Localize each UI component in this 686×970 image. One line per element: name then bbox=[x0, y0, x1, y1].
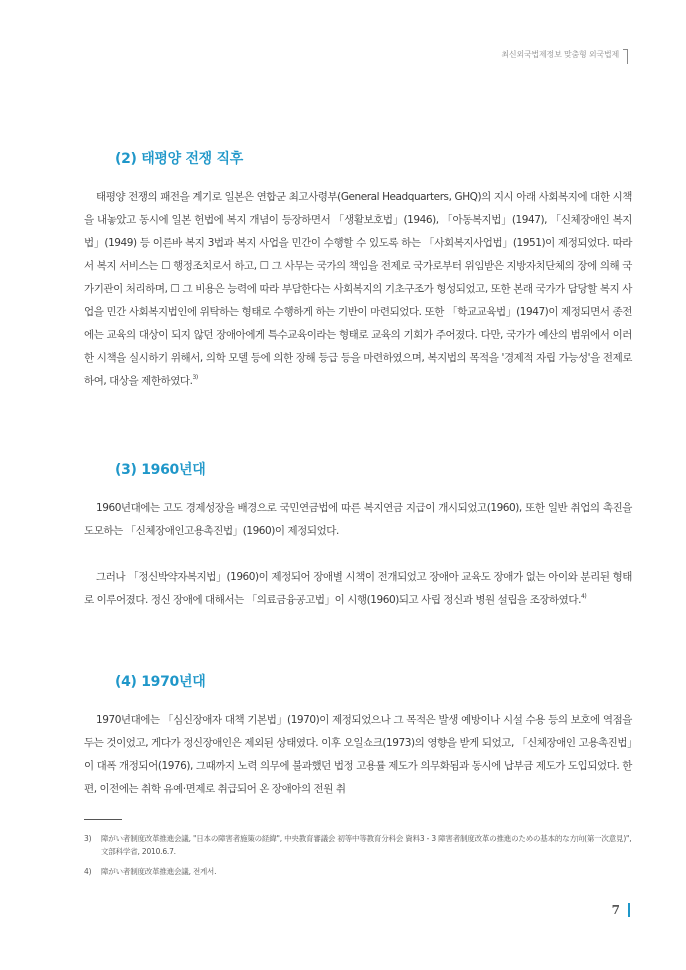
section-heading-postwar: (2) 태평양 전쟁 직후 bbox=[115, 151, 243, 167]
footnote-3 bbox=[84, 832, 632, 858]
footnote-ref[interactable]: 4) bbox=[580, 593, 587, 600]
paragraph-text: 1960년대에는 고도 경제성장을 배경으로 국민연금법에 따른 복지연금 지급이 개시되었고(1960), 또한 일반 취업의 촉진을 도모하는 「신체장애인고용촉진법」(1960)이 제정되었다. bbox=[84, 502, 632, 537]
footnote-text: 障がい者制度改革推進会議, "日本の障害者施策の経緯", 中央教育審議会 初等中等教育分科会 資料3 - 3 障害者制度改革の推進のための基本的な方向(第一次意見)", 文部科学省, 2010.6.7. bbox=[101, 834, 632, 856]
footnote-number: 4) bbox=[84, 867, 92, 876]
paragraph-text: 1970년대에는 「심신장애자 대책 기본법」(1970)이 제정되었으나 그 목적은 발생 예방이나 시설 수용 등의 보호에 역점을 두는 것이었고, 게다가 정신장애인은 제외된 상태였다. 이후 오일쇼크(1973)의 영향을 받게 되었고, 「신체장애인 고용촉진법」이 대폭 개정되어(1976), 그때까지 노력 의무에 불과했던 법정 고용률 제도가 의무화됨과 동시에 납부금 제도가 도입되었다. 한편, 이전에는 취학 유예·면제로 취급되어 온 장애아의 전원 취 bbox=[84, 714, 632, 795]
body-paragraph bbox=[84, 186, 632, 393]
page-accent-bar bbox=[628, 903, 630, 917]
running-header bbox=[501, 47, 628, 62]
page-number: 7 bbox=[611, 903, 620, 917]
footnote-number: 3) bbox=[84, 834, 92, 843]
paragraph-text: 그러나 「정신박약자복지법」(1960)이 제정되어 장애별 시책이 전개되었고 장애아 교육도 장애가 없는 아이와 분리된 형태로 이루어졌다. 정신 장애에 대해서는 「의료금융공고법」이 시행(1960)되고 사립 정신과 병원 설립을 조장하였다. bbox=[84, 571, 632, 606]
body-paragraph bbox=[84, 497, 632, 543]
running-header-title: 최신외국법제정보 맞춤형 외국법제 bbox=[501, 50, 619, 59]
section-heading-1970s: (4) 1970년대 bbox=[115, 674, 206, 690]
footnote-text: 障がい者制度改革推進会議, 전게서. bbox=[101, 867, 217, 876]
body-paragraph bbox=[84, 709, 632, 801]
header-bracket-mark bbox=[623, 49, 628, 64]
paragraph-text: 태평양 전쟁의 패전을 계기로 일본은 연합군 최고사령부(General Headquarters, GHQ)의 지시 아래 사회복지에 대한 시책을 내놓았고 동시에 일본 헌법에 복지 개념이 등장하면서 「생활보호법」(1946), 「아동복지법」(1947), 「신체장애인 복지법」(1949) 등 이른바 복지 3법과 복지 사업을 민간이 수행할 수 있도록 하는 「사회복지사업법」(1951)이 제정되었다. 따라서 복지 서비스는 ☐ 행정조치로서 하고, ☐ 그 사무는 국가의 책임을 전제로 국가로부터 위임받은 지방자치단체의 장에 의해 국가기관이 처리하며, ☐ 그 비용은 능력에 따라 부담한다는 사회복지의 기초구조가 형성되었고, 또한 본래 국가가 담당할 복지 사업을 민간 사회복지법인에 위탁하는 형태로 수행하게 하는 기반이 마련되었다. 또한 「학교교육법」(1947)이 제정되면서 종전에는 교육의 대상이 되지 않던 장애아에게 특수교육이라는 형태로 교육의 기회가 주어졌다. 다만, 국가가 예산의 범위에서 이러한 시책을 실시하기 위해서, 의학 모델 등에 의한 장해 등급 등을 마련하였으며, 복지법의 목적을 '경제적 자립 가능성'을 전제로 하여, 대상을 제한하였다. bbox=[84, 191, 632, 387]
body-paragraph bbox=[84, 566, 632, 612]
footnote-ref[interactable]: 3) bbox=[192, 374, 198, 381]
page-number-block bbox=[612, 903, 630, 917]
section-heading-1960s: (3) 1960년대 bbox=[115, 462, 206, 478]
footnote-4 bbox=[84, 865, 632, 878]
footnote-divider bbox=[84, 819, 122, 820]
